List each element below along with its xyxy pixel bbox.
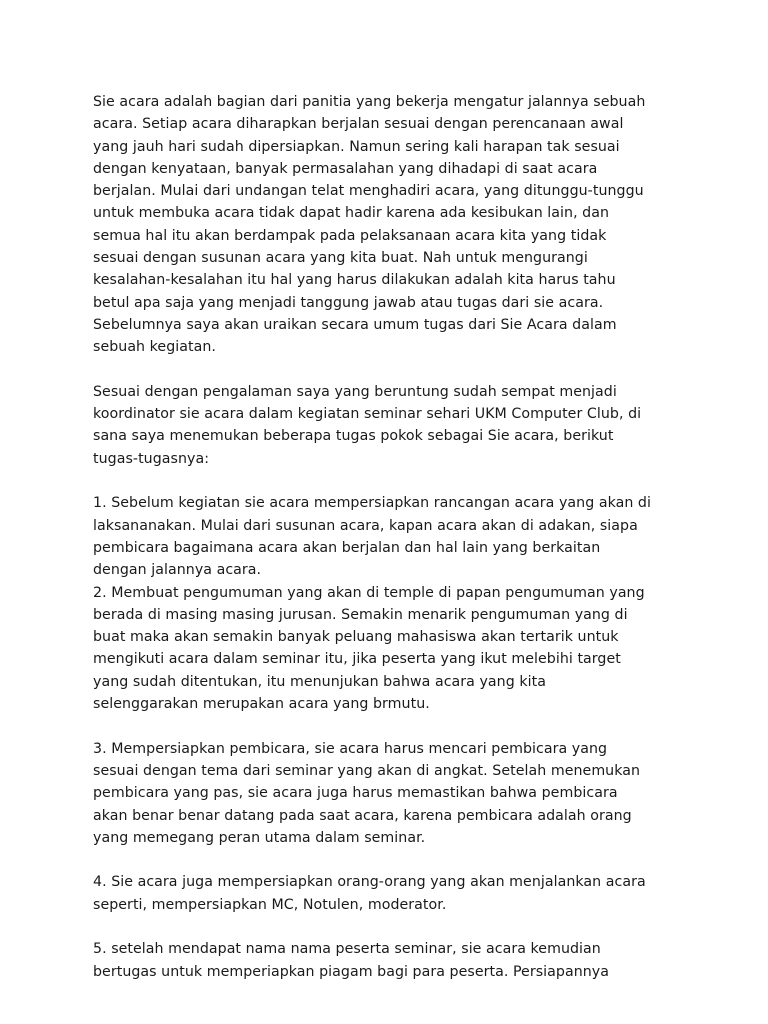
text-line: Sebelumnya saya akan uraikan secara umum tugas dari Sie Acara dalam (93, 316, 617, 333)
text-line: 5. setelah mendapat nama nama peserta seminar, sie acara kemudian (93, 941, 601, 958)
text-line: Sie acara adalah bagian dari panitia yang bekerja mengatur jalannya sebuah (93, 94, 646, 110)
text-line: akan benar benar datang pada saat acara, karena pembicara adalah orang (93, 807, 632, 824)
text-line: laksananakan. Mulai dari susunan acara, kapan acara akan di adakan, siapa (93, 517, 638, 534)
text-line: seperti, mempersiapkan MC, Notulen, moderator. (93, 896, 447, 913)
text-line: sebuah kegiatan. (93, 339, 216, 356)
paragraph-intro (93, 91, 683, 359)
list-item-4 (93, 871, 683, 916)
document-body (93, 91, 683, 983)
text-line: 4. Sie acara juga mempersiapkan orang-orang yang akan menjalankan acara (93, 874, 646, 891)
text-line: kesalahan-kesalahan itu hal yang harus dilakukan adalah kita harus tahu (93, 272, 616, 289)
text-line: semua hal itu akan berdampak pada pelaksanaan acara kita yang tidak (93, 227, 607, 244)
text-line: koordinator sie acara dalam kegiatan seminar sehari UKM Computer Club, di (93, 406, 642, 423)
text-line: dengan jalannya acara. (93, 562, 262, 579)
text-line: betul apa saja yang menjadi tanggung jawab atau tugas dari sie acara. (93, 294, 604, 311)
text-line: yang jauh hari sudah dipersiapkan. Namun sering kali harapan tak sesuai (93, 138, 620, 155)
text-line: 1. Sebelum kegiatan sie acara mempersiapkan rancangan acara yang akan di (93, 495, 651, 512)
text-line: sesuai dengan tema dari seminar yang akan di angkat. Setelah menemukan (93, 762, 641, 779)
text-line: dengan kenyataan, banyak permasalahan yang dihadapi di saat acara (93, 160, 598, 177)
text-line: bertugas untuk memperiapkan piagam bagi para peserta. Persiapannya (93, 963, 609, 980)
text-line: berjalan. Mulai dari undangan telat menghadiri acara, yang ditunggu-tunggu (93, 183, 644, 200)
text-line: 2. Membuat pengumuman yang akan di temple di papan pengumuman yang (93, 584, 645, 601)
text-line: yang sudah ditentukan, itu menunjukan bahwa acara yang kita (93, 673, 546, 690)
list-item-5 (93, 938, 683, 983)
text-line: sana saya menemukan beberapa tugas pokok sebagai Sie acara, berikut (93, 428, 614, 445)
text-line: sesuai dengan susunan acara yang kita buat. Nah untuk mengurangi (93, 250, 588, 267)
text-line: 3. Mempersiapkan pembicara, sie acara harus mencari pembicara yang (93, 740, 608, 757)
text-line: yang memegang peran utama dalam seminar. (93, 829, 426, 846)
text-line: pembicara bagaimana acara akan berjalan dan hal lain yang berkaitan (93, 539, 601, 556)
list-item-2 (93, 582, 683, 716)
text-line: Sesuai dengan pengalaman saya yang beruntung sudah sempat menjadi (93, 383, 617, 400)
text-line: acara. Setiap acara diharapkan berjalan sesuai dengan perencanaan awal (93, 116, 624, 133)
text-line: untuk membuka acara tidak dapat hadir karena ada kesibukan lain, dan (93, 205, 610, 222)
paragraph-experience (93, 381, 683, 470)
text-line: mengikuti acara dalam seminar itu, jika peserta yang ikut melebihi target (93, 651, 621, 668)
text-line: selenggarakan merupakan acara yang brmutu. (93, 696, 430, 713)
text-line: tugas-tugasnya: (93, 450, 210, 467)
text-line: pembicara yang pas, sie acara juga harus memastikan bahwa pembicara (93, 785, 618, 802)
list-item-1 (93, 492, 683, 581)
list-item-3 (93, 738, 683, 849)
text-line: buat maka akan semakin banyak peluang mahasiswa akan tertarik untuk (93, 629, 619, 646)
text-line: berada di masing masing jurusan. Semakin menarik pengumuman yang di (93, 606, 628, 623)
